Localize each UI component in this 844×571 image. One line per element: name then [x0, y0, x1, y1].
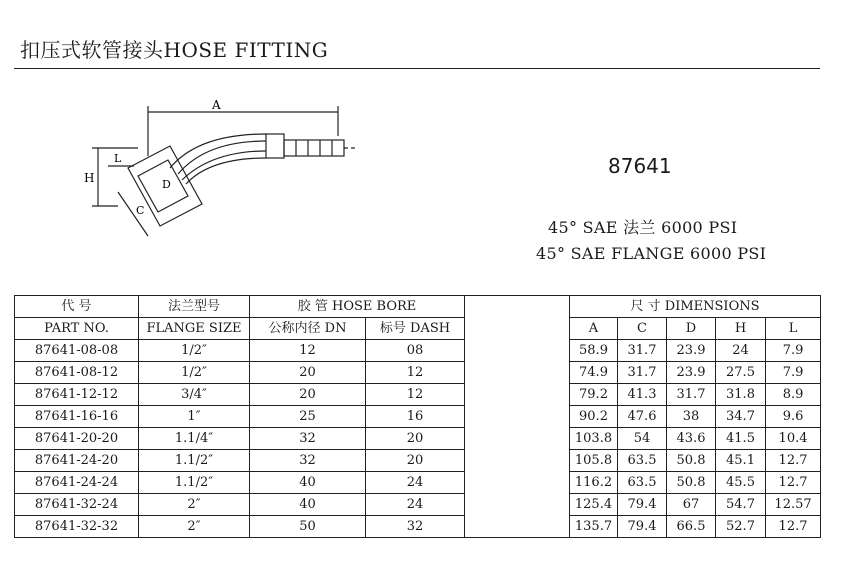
- cell-dash: 12: [366, 362, 465, 384]
- table-row: [15, 362, 821, 384]
- cell-dash: 08: [366, 340, 465, 362]
- cell-d: 67: [667, 494, 716, 516]
- cell-dn: 25: [250, 406, 366, 428]
- label-d: D: [162, 178, 171, 191]
- header-flange-cn: 法兰型号: [139, 296, 250, 318]
- cell-part: 87641-12-12: [15, 384, 139, 406]
- cell-h: 31.8: [716, 384, 766, 406]
- cell-part: 87641-08-12: [15, 362, 139, 384]
- cell-part: 87641-32-24: [15, 494, 139, 516]
- table-row: [15, 450, 821, 472]
- title-divider: [14, 68, 820, 69]
- label-h: H: [84, 171, 95, 185]
- cell-dn: 12: [250, 340, 366, 362]
- cell-dn: 20: [250, 362, 366, 384]
- label-a: A: [212, 98, 221, 112]
- table-gap: [465, 494, 570, 516]
- table-gap: [465, 516, 570, 538]
- header-part-no: PART NO.: [15, 318, 139, 340]
- table-gap: [465, 450, 570, 472]
- cell-c: 41.3: [618, 384, 667, 406]
- cell-dash: 24: [366, 472, 465, 494]
- page-title: 扣压式软管接头HOSE FITTING: [20, 38, 329, 62]
- cell-c: 47.6: [618, 406, 667, 428]
- table-row: [15, 494, 821, 516]
- cell-dash: 16: [366, 406, 465, 428]
- cell-d: 50.8: [667, 472, 716, 494]
- cell-l: 12.7: [766, 450, 821, 472]
- header-h: H: [716, 318, 766, 340]
- cell-h: 45.1: [716, 450, 766, 472]
- header-dn: 公称内径 DN: [250, 318, 366, 340]
- label-l: L: [114, 152, 122, 165]
- cell-l: 7.9: [766, 340, 821, 362]
- cell-d: 31.7: [667, 384, 716, 406]
- header-d: D: [667, 318, 716, 340]
- cell-dash: 20: [366, 450, 465, 472]
- cell-flange: 1″: [139, 406, 250, 428]
- cell-d: 66.5: [667, 516, 716, 538]
- cell-a: 90.2: [570, 406, 618, 428]
- cell-d: 50.8: [667, 450, 716, 472]
- cell-part: 87641-08-08: [15, 340, 139, 362]
- cell-a: 58.9: [570, 340, 618, 362]
- description-en: 45° SAE FLANGE 6000 PSI: [536, 244, 767, 263]
- table-gap: [465, 384, 570, 406]
- fitting-drawing: [78, 96, 368, 246]
- cell-l: 7.9: [766, 362, 821, 384]
- label-c: C: [136, 204, 145, 217]
- cell-dn: 40: [250, 494, 366, 516]
- cell-a: 135.7: [570, 516, 618, 538]
- cell-l: 12.7: [766, 472, 821, 494]
- table-gap: [465, 472, 570, 494]
- cell-dash: 32: [366, 516, 465, 538]
- cell-dn: 20: [250, 384, 366, 406]
- cell-flange: 1.1/2″: [139, 472, 250, 494]
- header-hose-bore: 胶 管 HOSE BORE: [250, 296, 465, 318]
- cell-d: 23.9: [667, 362, 716, 384]
- header-c: C: [618, 318, 667, 340]
- cell-flange: 2″: [139, 516, 250, 538]
- cell-flange: 1.1/2″: [139, 450, 250, 472]
- cell-dash: 12: [366, 384, 465, 406]
- table-gap: [465, 362, 570, 384]
- table-row: [15, 384, 821, 406]
- table-gap: [465, 296, 570, 318]
- cell-a: 74.9: [570, 362, 618, 384]
- description-cn: 45° SAE 法兰 6000 PSI: [548, 218, 738, 237]
- cell-c: 79.4: [618, 516, 667, 538]
- table-row: [15, 340, 821, 362]
- table-gap: [465, 340, 570, 362]
- header-row-1: [15, 296, 821, 318]
- cell-h: 54.7: [716, 494, 766, 516]
- cell-flange: 1/2″: [139, 362, 250, 384]
- cell-d: 38: [667, 406, 716, 428]
- cell-h: 52.7: [716, 516, 766, 538]
- cell-a: 103.8: [570, 428, 618, 450]
- cell-dn: 32: [250, 428, 366, 450]
- cell-c: 31.7: [618, 362, 667, 384]
- cell-a: 116.2: [570, 472, 618, 494]
- header-a: A: [570, 318, 618, 340]
- table-row: [15, 406, 821, 428]
- header-dash: 标号 DASH: [366, 318, 465, 340]
- cell-a: 105.8: [570, 450, 618, 472]
- cell-part: 87641-24-20: [15, 450, 139, 472]
- cell-l: 8.9: [766, 384, 821, 406]
- cell-dn: 40: [250, 472, 366, 494]
- cell-c: 63.5: [618, 472, 667, 494]
- cell-flange: 1/2″: [139, 340, 250, 362]
- cell-flange: 3/4″: [139, 384, 250, 406]
- cell-h: 45.5: [716, 472, 766, 494]
- cell-d: 43.6: [667, 428, 716, 450]
- header-flange-size: FLANGE SIZE: [139, 318, 250, 340]
- cell-dn: 50: [250, 516, 366, 538]
- cell-part: 87641-20-20: [15, 428, 139, 450]
- cell-l: 12.57: [766, 494, 821, 516]
- specs-table: [14, 295, 821, 538]
- part-number: 87641: [608, 154, 672, 178]
- cell-part: 87641-16-16: [15, 406, 139, 428]
- cell-c: 54: [618, 428, 667, 450]
- cell-l: 12.7: [766, 516, 821, 538]
- cell-dash: 20: [366, 428, 465, 450]
- cell-part: 87641-32-32: [15, 516, 139, 538]
- cell-c: 63.5: [618, 450, 667, 472]
- cell-h: 34.7: [716, 406, 766, 428]
- cell-l: 10.4: [766, 428, 821, 450]
- cell-flange: 1.1/4″: [139, 428, 250, 450]
- cell-h: 27.5: [716, 362, 766, 384]
- cell-l: 9.6: [766, 406, 821, 428]
- cell-a: 79.2: [570, 384, 618, 406]
- table-row: [15, 516, 821, 538]
- cell-flange: 2″: [139, 494, 250, 516]
- cell-c: 31.7: [618, 340, 667, 362]
- cell-part: 87641-24-24: [15, 472, 139, 494]
- cell-c: 79.4: [618, 494, 667, 516]
- cell-a: 125.4: [570, 494, 618, 516]
- header-l: L: [766, 318, 821, 340]
- table-row: [15, 472, 821, 494]
- table-gap: [465, 406, 570, 428]
- table-gap: [465, 318, 570, 340]
- header-dimensions: 尺 寸 DIMENSIONS: [570, 296, 821, 318]
- header-code-cn: 代 号: [15, 296, 139, 318]
- cell-dash: 24: [366, 494, 465, 516]
- cell-h: 24: [716, 340, 766, 362]
- table-row: [15, 428, 821, 450]
- cell-h: 41.5: [716, 428, 766, 450]
- table-gap: [465, 428, 570, 450]
- cell-d: 23.9: [667, 340, 716, 362]
- cell-dn: 32: [250, 450, 366, 472]
- header-row-2: [15, 318, 821, 340]
